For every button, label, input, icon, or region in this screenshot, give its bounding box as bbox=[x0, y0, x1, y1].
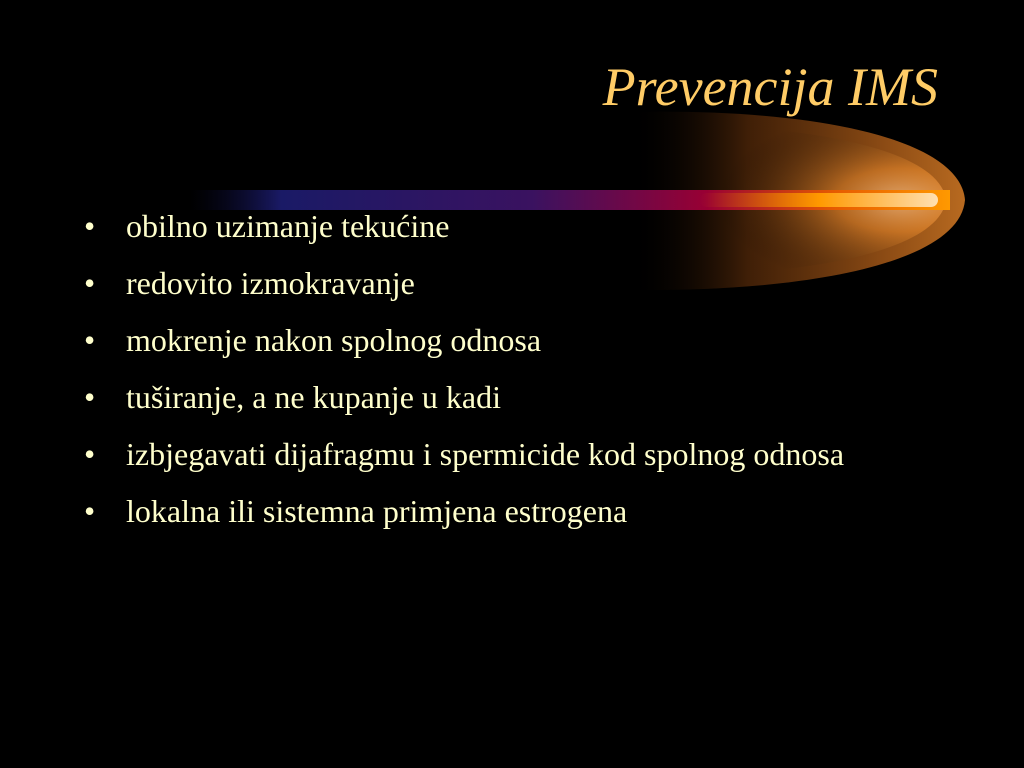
bullet-dot-icon: • bbox=[84, 208, 96, 244]
bullet-text: redovito izmokravanje bbox=[126, 265, 415, 301]
bullet-item bbox=[84, 378, 924, 416]
bullet-text: tuširanje, a ne kupanje u kadi bbox=[126, 379, 501, 415]
bullet-item bbox=[84, 492, 924, 530]
bullet-text: izbjegavati dijafragmu i spermicide kod spolnog odnosa bbox=[126, 436, 845, 472]
bullet-item bbox=[84, 321, 924, 359]
bullet-item bbox=[84, 435, 924, 473]
bullet-text: obilno uzimanje tekućine bbox=[126, 208, 450, 244]
bullet-text: mokrenje nakon spolnog odnosa bbox=[126, 322, 542, 358]
beam-core bbox=[700, 193, 938, 207]
bullet-item bbox=[84, 264, 924, 302]
bullet-dot-icon: • bbox=[84, 322, 96, 358]
bullet-item bbox=[84, 207, 924, 245]
bullet-dot-icon: • bbox=[84, 436, 96, 472]
bullet-text: lokalna ili sistemna primjena estrogena bbox=[126, 493, 628, 529]
bullet-dot-icon: • bbox=[84, 379, 96, 415]
slide-title: Prevencija IMS bbox=[602, 57, 938, 117]
bullet-list bbox=[84, 207, 924, 549]
bullet-dot-icon: • bbox=[84, 265, 96, 301]
bullet-dot-icon: • bbox=[84, 493, 96, 529]
